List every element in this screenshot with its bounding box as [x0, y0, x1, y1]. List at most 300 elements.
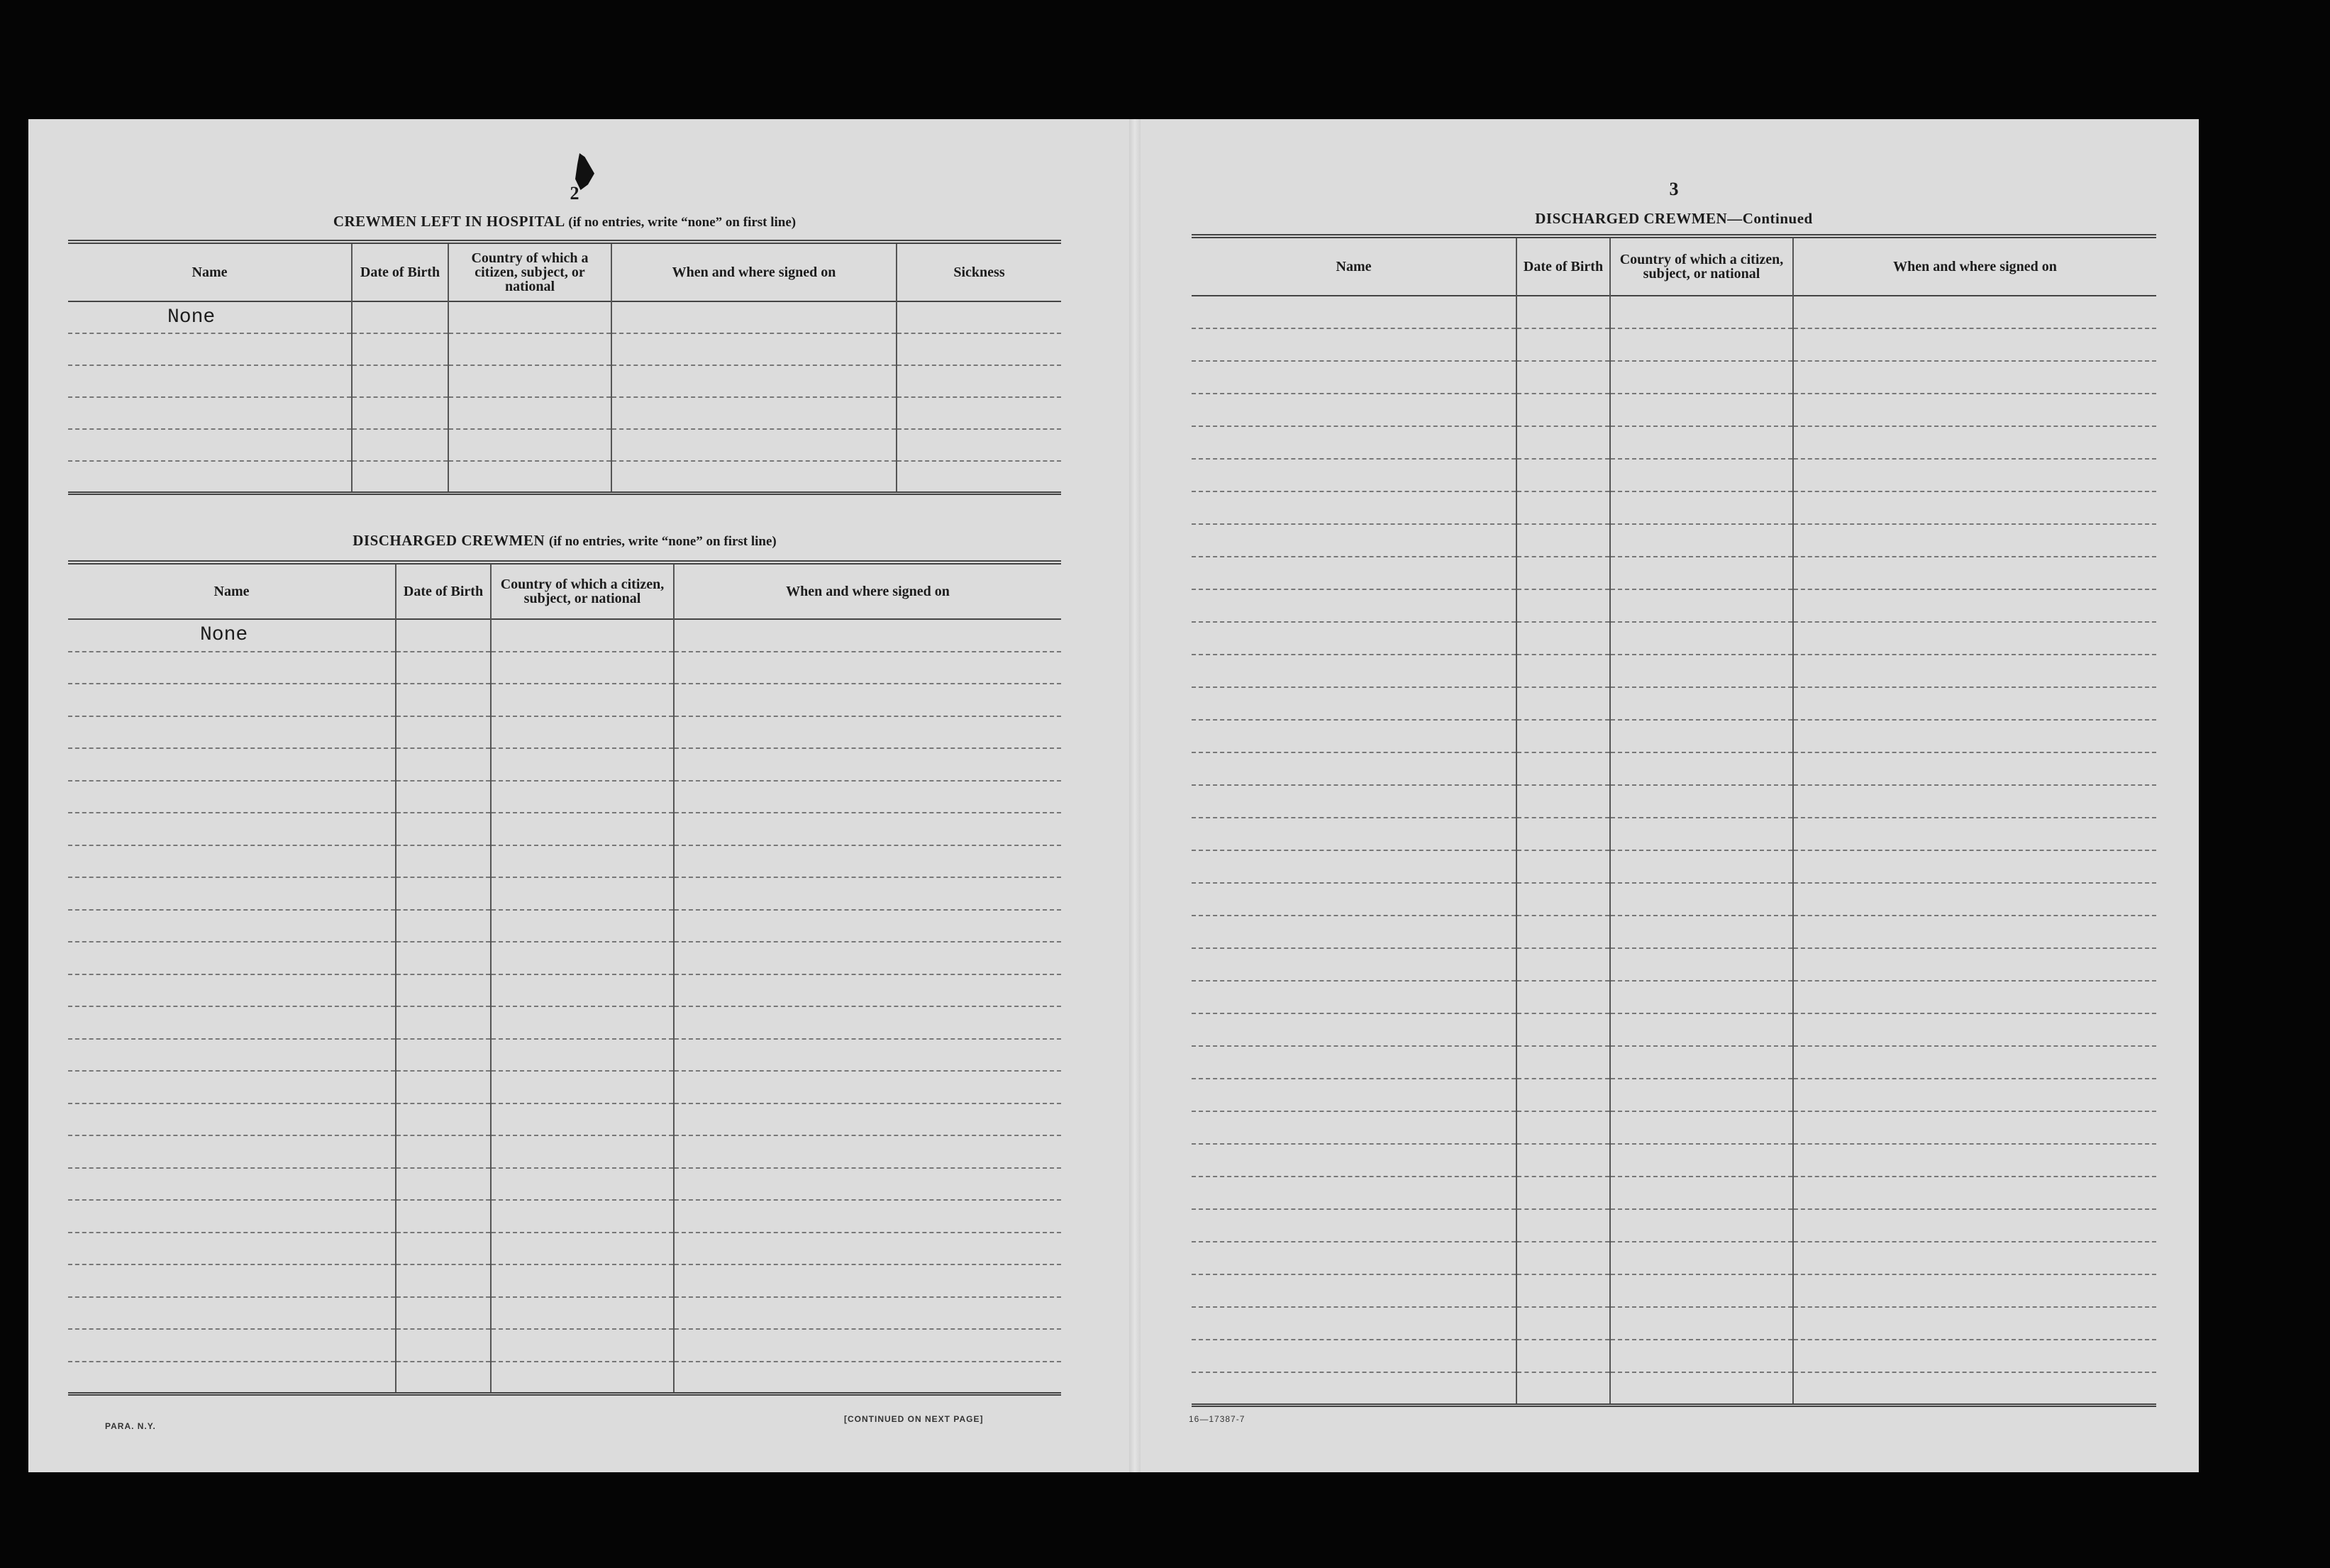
- table-cell: [1516, 1079, 1610, 1111]
- table-row: [1192, 1079, 2156, 1111]
- table-cell: [68, 813, 396, 845]
- hospital-section-title: [68, 213, 1061, 230]
- table-cell: [396, 1039, 491, 1072]
- table-cell: [68, 397, 352, 429]
- discharged-header-row: [68, 562, 1061, 619]
- continued-note: [CONTINUED ON NEXT PAGE]: [844, 1414, 984, 1424]
- table-cell: [396, 942, 491, 974]
- table-cell: [674, 716, 1061, 749]
- continued-header-country: Country of which a citizen, subject, or national: [1610, 236, 1793, 296]
- table-row: [68, 1200, 1061, 1233]
- table-cell: [1610, 1144, 1793, 1177]
- table-cell: [1192, 1177, 1516, 1209]
- table-row: [1192, 296, 2156, 328]
- table-cell: [1192, 1209, 1516, 1242]
- table-cell: [68, 333, 352, 365]
- discharged-header-country: Country of which a citizen, subject, or national: [491, 562, 674, 619]
- table-cell: [897, 333, 1061, 365]
- table-cell: [1793, 948, 2156, 981]
- table-cell: [1793, 361, 2156, 394]
- table-cell: [68, 1006, 396, 1039]
- table-cell: [611, 461, 897, 493]
- table-row: [1192, 850, 2156, 883]
- table-cell: [674, 813, 1061, 845]
- table-cell: [674, 684, 1061, 716]
- hospital-header-row: [68, 242, 1061, 301]
- table-row: [68, 333, 1061, 365]
- table-cell: [1516, 948, 1610, 981]
- table-cell: [674, 845, 1061, 878]
- table-cell: [1610, 296, 1793, 328]
- hospital-header-country: Country of which a citizen, subject, or national: [448, 242, 611, 301]
- discharged-table-bottom-rule: [68, 1394, 1061, 1396]
- table-cell: [1192, 328, 1516, 361]
- table-row: [68, 429, 1061, 461]
- table-cell: [1516, 916, 1610, 948]
- table-row: [1192, 426, 2156, 459]
- table-cell: [611, 333, 897, 365]
- table-row: [68, 684, 1061, 716]
- table-cell: [491, 781, 674, 813]
- table-cell: [1516, 752, 1610, 785]
- table-cell: [396, 716, 491, 749]
- printer-mark: PARA. N.Y.: [105, 1421, 156, 1431]
- table-cell: [1516, 1046, 1610, 1079]
- table-cell: [1516, 655, 1610, 687]
- hospital-header-signed: When and where signed on: [611, 242, 897, 301]
- page-number-2: 2: [570, 183, 579, 204]
- table-cell: [491, 1264, 674, 1297]
- table-cell: [611, 429, 897, 461]
- table-cell: [491, 1039, 674, 1072]
- table-cell: [396, 1362, 491, 1394]
- hospital-header-sickness: Sickness: [897, 242, 1061, 301]
- table-cell: [68, 748, 396, 781]
- table-cell: [396, 1297, 491, 1330]
- table-cell: [1610, 655, 1793, 687]
- table-cell: [1610, 1372, 1793, 1405]
- table-cell: [674, 1135, 1061, 1168]
- table-cell: [1610, 622, 1793, 655]
- table-cell: [491, 619, 674, 652]
- table-cell: [1516, 1274, 1610, 1307]
- table-cell: [674, 1168, 1061, 1201]
- table-cell: [1192, 916, 1516, 948]
- left-page: [28, 119, 1135, 1472]
- table-row: [1192, 687, 2156, 720]
- table-cell: [1793, 328, 2156, 361]
- table-cell: [1793, 1111, 2156, 1144]
- table-cell: [1610, 981, 1793, 1013]
- table-cell: [1793, 1209, 2156, 1242]
- table-cell: [68, 942, 396, 974]
- hospital-table-bottom-rule: [68, 493, 1061, 495]
- table-cell: [1516, 1372, 1610, 1405]
- table-cell: [674, 1297, 1061, 1330]
- table-cell: [1516, 1209, 1610, 1242]
- table-cell: [1516, 589, 1610, 622]
- discharged-table: [68, 560, 1061, 1396]
- table-cell: [1610, 850, 1793, 883]
- table-cell: [1192, 426, 1516, 459]
- table-cell: [1192, 1079, 1516, 1111]
- entry-none: None: [68, 619, 396, 652]
- table-cell: [68, 781, 396, 813]
- hospital-title-text: CREWMEN LEFT IN HOSPITAL: [333, 213, 565, 230]
- table-cell: [1793, 1177, 2156, 1209]
- hospital-table: [68, 240, 1061, 495]
- right-page: [1135, 119, 2199, 1472]
- table-cell: [1793, 687, 2156, 720]
- table-cell: [1192, 785, 1516, 818]
- table-row: [68, 652, 1061, 684]
- table-cell: [448, 429, 611, 461]
- table-cell: [68, 974, 396, 1007]
- table-cell: [491, 1006, 674, 1039]
- table-row: [68, 781, 1061, 813]
- table-cell: [1793, 785, 2156, 818]
- table-cell: [1793, 426, 2156, 459]
- table-cell: [491, 1135, 674, 1168]
- table-cell: [1610, 361, 1793, 394]
- table-cell: [674, 1362, 1061, 1394]
- table-cell: [396, 1006, 491, 1039]
- table-cell: [1192, 394, 1516, 426]
- table-cell: [448, 333, 611, 365]
- ledger-sheet: [28, 119, 2199, 1472]
- table-cell: [1610, 818, 1793, 850]
- table-cell: [1516, 1177, 1610, 1209]
- table-row: [1192, 328, 2156, 361]
- table-cell: [1516, 296, 1610, 328]
- table-cell: [1192, 981, 1516, 1013]
- hospital-instruction: (if no entries, write “none” on first line): [568, 215, 797, 230]
- table-cell: [1192, 524, 1516, 557]
- table-cell: [1192, 1340, 1516, 1372]
- table-cell: [897, 397, 1061, 429]
- table-row: [1192, 916, 2156, 948]
- table-cell: [1793, 1340, 2156, 1372]
- table-cell: [1610, 1079, 1793, 1111]
- table-cell: [1192, 361, 1516, 394]
- table-cell: [1516, 850, 1610, 883]
- table-cell: [68, 1362, 396, 1394]
- table-cell: [1610, 1307, 1793, 1340]
- table-cell: [396, 845, 491, 878]
- table-cell: [1516, 981, 1610, 1013]
- table-cell: [1516, 818, 1610, 850]
- table-cell: [352, 333, 448, 365]
- table-cell: [1516, 687, 1610, 720]
- table-cell: [1516, 394, 1610, 426]
- table-cell: [1192, 687, 1516, 720]
- table-cell: [68, 1103, 396, 1136]
- table-cell: [897, 461, 1061, 493]
- table-cell: [396, 619, 491, 652]
- table-cell: [1793, 752, 2156, 785]
- table-row: [1192, 948, 2156, 981]
- table-row: [68, 461, 1061, 493]
- table-cell: [1192, 589, 1516, 622]
- table-cell: [396, 1168, 491, 1201]
- table-cell: [1610, 1111, 1793, 1144]
- table-cell: [396, 1200, 491, 1233]
- table-row: [68, 1006, 1061, 1039]
- table-cell: [68, 1071, 396, 1103]
- table-row: [68, 1329, 1061, 1362]
- table-row: [68, 1071, 1061, 1103]
- discharged-title-text: DISCHARGED CREWMEN: [353, 532, 545, 549]
- table-cell: [1610, 1013, 1793, 1046]
- table-row: [68, 1103, 1061, 1136]
- table-row: [68, 877, 1061, 910]
- table-cell: [1793, 883, 2156, 916]
- table-cell: [68, 1297, 396, 1330]
- table-cell: [352, 461, 448, 493]
- table-cell: [1516, 328, 1610, 361]
- table-cell: [1192, 491, 1516, 524]
- table-cell: [674, 748, 1061, 781]
- table-row: [1192, 491, 2156, 524]
- table-cell: [396, 684, 491, 716]
- table-cell: [1793, 296, 2156, 328]
- table-cell: [1793, 981, 2156, 1013]
- table-row: [68, 845, 1061, 878]
- table-cell: [448, 461, 611, 493]
- table-cell: [1192, 883, 1516, 916]
- table-cell: [674, 1071, 1061, 1103]
- hospital-header-name: Name: [192, 264, 228, 280]
- table-cell: [352, 365, 448, 397]
- table-cell: [491, 1168, 674, 1201]
- table-cell: [448, 301, 611, 333]
- table-row: [1192, 361, 2156, 394]
- table-row: [68, 716, 1061, 749]
- table-cell: [1610, 948, 1793, 981]
- hospital-header-dob: Date of Birth: [352, 242, 448, 301]
- table-cell: [68, 365, 352, 397]
- table-cell: [68, 1168, 396, 1201]
- table-cell: [491, 942, 674, 974]
- table-cell: [1610, 426, 1793, 459]
- table-row: [1192, 1307, 2156, 1340]
- table-cell: [68, 877, 396, 910]
- table-cell: [611, 365, 897, 397]
- table-cell: [1793, 850, 2156, 883]
- table-row: [1192, 1209, 2156, 1242]
- table-cell: [1610, 916, 1793, 948]
- table-cell: [674, 1233, 1061, 1265]
- table-cell: [396, 1329, 491, 1362]
- table-row: [1192, 752, 2156, 785]
- table-row: [1192, 1111, 2156, 1144]
- table-cell: [396, 781, 491, 813]
- table-cell: [491, 813, 674, 845]
- table-row: [1192, 394, 2156, 426]
- table-cell: [352, 301, 448, 333]
- table-row: [1192, 1144, 2156, 1177]
- table-cell: [396, 1071, 491, 1103]
- table-cell: [68, 684, 396, 716]
- table-cell: [897, 301, 1061, 333]
- table-cell: [1192, 557, 1516, 589]
- table-cell: [396, 1264, 491, 1297]
- table-cell: [68, 461, 352, 493]
- table-cell: [674, 877, 1061, 910]
- table-cell: [1793, 524, 2156, 557]
- table-cell: [1192, 1242, 1516, 1274]
- table-cell: [491, 716, 674, 749]
- continued-header-signed: When and where signed on: [1793, 236, 2156, 296]
- table-cell: [1610, 1340, 1793, 1372]
- table-row: [68, 619, 1061, 652]
- table-row: [68, 1297, 1061, 1330]
- table-cell: [1610, 720, 1793, 752]
- discharged-header-dob: Date of Birth: [396, 562, 491, 619]
- table-cell: [396, 748, 491, 781]
- table-cell: [1610, 1274, 1793, 1307]
- discharged-section-title: [68, 532, 1061, 550]
- table-row: [1192, 1242, 2156, 1274]
- table-cell: [352, 429, 448, 461]
- table-cell: [1192, 1274, 1516, 1307]
- table-cell: [1516, 459, 1610, 491]
- table-cell: [68, 1329, 396, 1362]
- table-cell: [1610, 1046, 1793, 1079]
- table-cell: [1192, 752, 1516, 785]
- table-cell: [1793, 1144, 2156, 1177]
- table-cell: [68, 845, 396, 878]
- form-code: 16—17387-7: [1189, 1414, 1246, 1424]
- table-cell: [1610, 557, 1793, 589]
- table-cell: [674, 619, 1061, 652]
- table-cell: [897, 429, 1061, 461]
- continued-rows: [1192, 296, 2156, 1405]
- table-cell: [674, 1200, 1061, 1233]
- table-cell: [491, 1200, 674, 1233]
- table-cell: [68, 652, 396, 684]
- table-row: [1192, 557, 2156, 589]
- discharged-rows: [68, 619, 1061, 1394]
- table-cell: [396, 1135, 491, 1168]
- table-cell: [491, 1362, 674, 1394]
- table-cell: [1793, 622, 2156, 655]
- table-row: [68, 301, 1061, 333]
- table-cell: [491, 910, 674, 943]
- table-cell: [396, 652, 491, 684]
- table-cell: [1516, 1111, 1610, 1144]
- table-cell: [1192, 655, 1516, 687]
- table-cell: [1793, 1307, 2156, 1340]
- table-cell: [491, 1103, 674, 1136]
- table-row: [68, 397, 1061, 429]
- table-cell: [1192, 1046, 1516, 1079]
- table-row: [1192, 818, 2156, 850]
- table-row: [68, 365, 1061, 397]
- table-cell: [396, 910, 491, 943]
- table-cell: [674, 1103, 1061, 1136]
- table-cell: [68, 1039, 396, 1072]
- table-cell: [1610, 394, 1793, 426]
- table-cell: [1610, 785, 1793, 818]
- table-cell: [611, 301, 897, 333]
- table-cell: [491, 1233, 674, 1265]
- discharged-continued-table: [1192, 234, 2156, 1407]
- table-row: [68, 1135, 1061, 1168]
- table-row: [1192, 720, 2156, 752]
- table-cell: [1192, 459, 1516, 491]
- table-cell: [1516, 785, 1610, 818]
- table-cell: [611, 397, 897, 429]
- table-cell: [1516, 1242, 1610, 1274]
- table-row: [68, 1039, 1061, 1072]
- table-cell: [1793, 916, 2156, 948]
- table-cell: [1610, 1177, 1793, 1209]
- table-cell: [396, 813, 491, 845]
- table-cell: [1516, 524, 1610, 557]
- table-cell: [1516, 361, 1610, 394]
- table-cell: [1516, 622, 1610, 655]
- table-row: [68, 813, 1061, 845]
- table-row: [1192, 622, 2156, 655]
- table-cell: [352, 397, 448, 429]
- table-cell: [1192, 1372, 1516, 1405]
- table-cell: [396, 1103, 491, 1136]
- table-cell: [1793, 1079, 2156, 1111]
- table-cell: [674, 1039, 1061, 1072]
- discharged-header-signed: When and where signed on: [674, 562, 1061, 619]
- table-cell: [448, 397, 611, 429]
- table-cell: [1610, 524, 1793, 557]
- table-cell: [396, 877, 491, 910]
- table-cell: [1610, 752, 1793, 785]
- hospital-rows: [68, 301, 1061, 493]
- table-cell: [1192, 622, 1516, 655]
- table-cell: [1610, 1209, 1793, 1242]
- table-cell: [396, 1233, 491, 1265]
- table-cell: [1516, 557, 1610, 589]
- table-cell: [1192, 948, 1516, 981]
- discharged-instruction: (if no entries, write “none” on first line): [548, 534, 777, 549]
- table-cell: [1610, 459, 1793, 491]
- table-row: [1192, 785, 2156, 818]
- table-cell: [1516, 1144, 1610, 1177]
- table-cell: [396, 974, 491, 1007]
- table-cell: [491, 845, 674, 878]
- table-cell: [1793, 394, 2156, 426]
- continued-header-name: Name: [1336, 258, 1372, 274]
- table-row: [1192, 883, 2156, 916]
- table-row: [1192, 589, 2156, 622]
- table-cell: [674, 942, 1061, 974]
- table-cell: [1793, 1372, 2156, 1405]
- table-cell: [491, 1329, 674, 1362]
- table-cell: [1516, 1013, 1610, 1046]
- table-row: [1192, 1372, 2156, 1405]
- table-cell: [674, 1329, 1061, 1362]
- table-cell: [1610, 1242, 1793, 1274]
- continued-header-dob: Date of Birth: [1516, 236, 1610, 296]
- table-cell: [1192, 296, 1516, 328]
- table-cell: [1192, 1013, 1516, 1046]
- table-row: [1192, 1177, 2156, 1209]
- entry-none: None: [68, 301, 352, 333]
- table-cell: [448, 365, 611, 397]
- table-cell: [1793, 1274, 2156, 1307]
- table-cell: [68, 716, 396, 749]
- table-cell: [491, 748, 674, 781]
- table-cell: [1793, 655, 2156, 687]
